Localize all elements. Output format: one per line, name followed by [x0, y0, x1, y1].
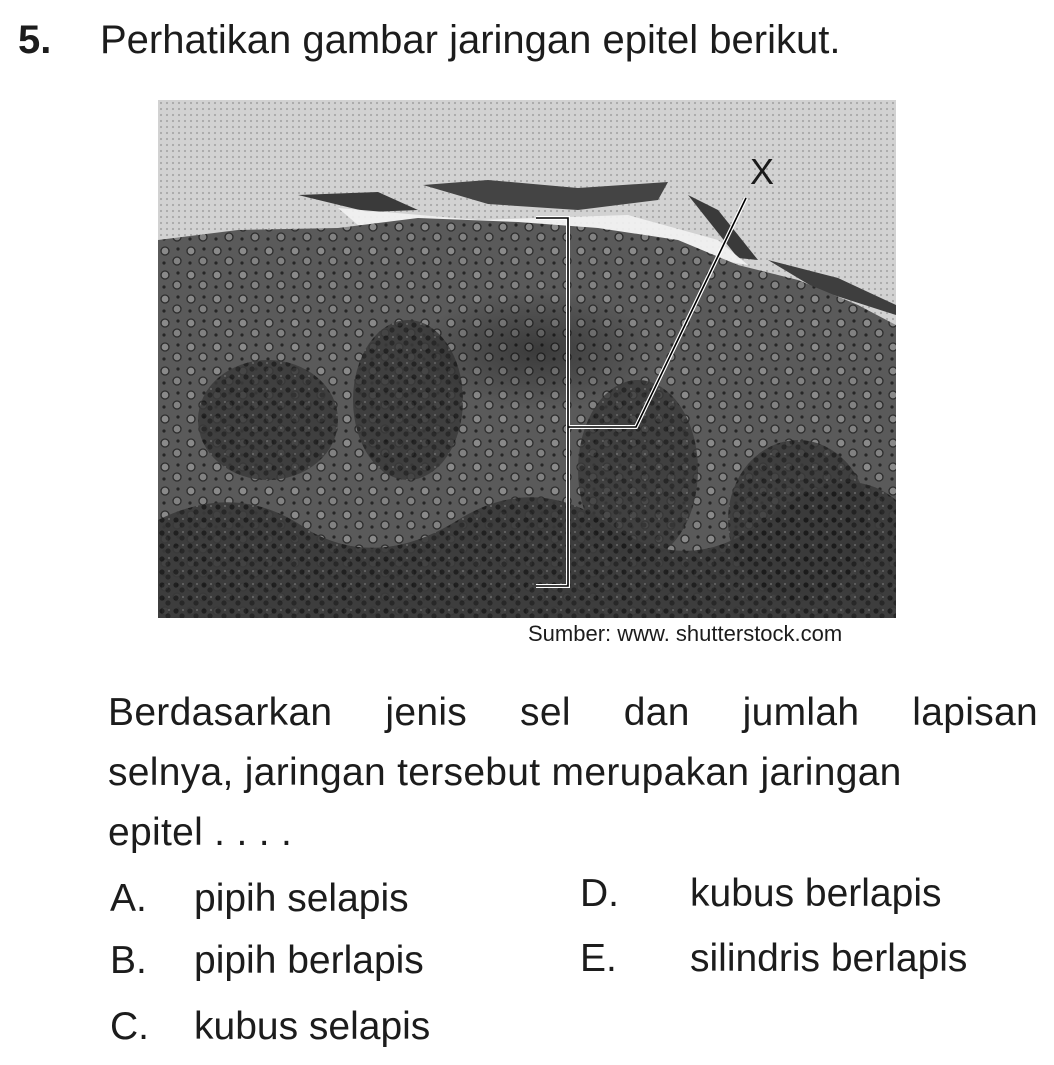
- option-letter: A.: [110, 877, 147, 920]
- image-source: Sumber: www. shutterstock.com: [528, 621, 843, 646]
- epithelium-figure: [158, 100, 896, 618]
- option-b[interactable]: [110, 937, 424, 985]
- option-letter: D.: [580, 872, 619, 915]
- option-text: silindris berlapis: [690, 937, 968, 980]
- option-c[interactable]: [110, 1003, 431, 1051]
- figure-label-x: X: [750, 151, 775, 192]
- question-prompt: [108, 683, 1038, 863]
- option-text: kubus berlapis: [690, 872, 942, 915]
- option-letter: C.: [110, 1005, 149, 1048]
- option-text: pipih selapis: [194, 877, 409, 920]
- option-d[interactable]: [580, 870, 942, 918]
- prompt-line-2: selnya, jaringan tersebut merupakan jaringan: [108, 751, 902, 794]
- option-e[interactable]: [580, 935, 968, 983]
- micrograph: [158, 100, 896, 618]
- prompt-line-1: Berdasarkan jenis sel dan jumlah lapisan: [108, 691, 1038, 734]
- option-a[interactable]: [110, 875, 409, 923]
- option-text: pipih berlapis: [194, 939, 424, 982]
- prompt-line-3: epitel . . . .: [108, 811, 293, 854]
- option-letter: E.: [580, 937, 617, 980]
- option-letter: B.: [110, 939, 147, 982]
- question-number: 5.: [18, 18, 52, 62]
- question-title: Perhatikan gambar jaringan epitel berikut.: [100, 18, 841, 62]
- option-text: kubus selapis: [194, 1005, 431, 1048]
